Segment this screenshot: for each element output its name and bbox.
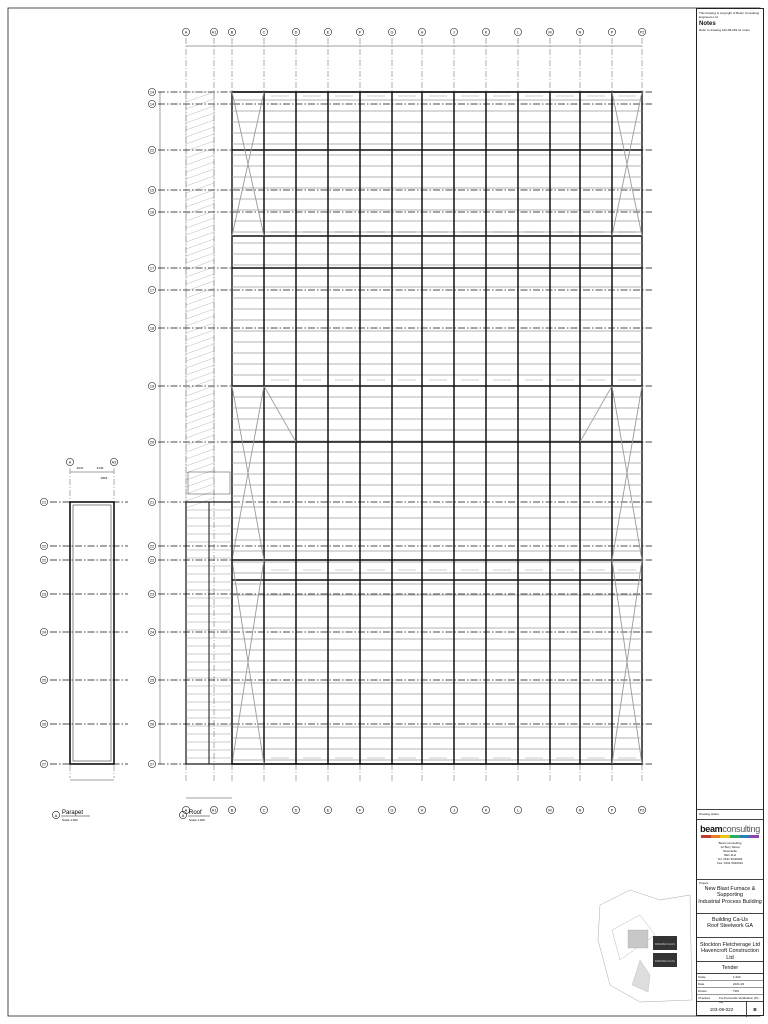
- grid-row-bubble: [148, 628, 155, 635]
- svg-text:P: P: [610, 808, 614, 813]
- grid-column-bubble: [546, 28, 553, 35]
- svg-text:A: A: [54, 813, 58, 818]
- svg-text:17: 17: [149, 288, 155, 293]
- svg-text:G: G: [390, 808, 394, 813]
- svg-text:N: N: [578, 808, 582, 813]
- key-plan: [598, 890, 692, 1002]
- parapet-outline: [70, 502, 114, 764]
- svg-text:25: 25: [41, 678, 47, 683]
- svg-text:D: D: [294, 30, 298, 35]
- grid-column-bubble: [418, 28, 425, 35]
- parapet-plan-title: [52, 810, 90, 822]
- roof-void: [186, 502, 232, 764]
- svg-text:22: 22: [149, 558, 155, 563]
- grid-row-bubble: [148, 760, 155, 767]
- sheet-border: [8, 8, 760, 1016]
- logo-color-bar: [701, 835, 759, 838]
- svg-text:A: A: [68, 460, 72, 465]
- grid-column-bubble: [514, 806, 521, 813]
- roof-plan-scale: Scale 1:200: [189, 818, 205, 822]
- grid-row-bubble: [148, 542, 155, 549]
- svg-text:J: J: [453, 30, 455, 35]
- grid-column-bubble: [260, 806, 267, 813]
- title-block-info-rows: Scale 1:200 Date 2021-09 Drawn TDS Checked For Percentile Verification (PL-03): [697, 973, 763, 1001]
- svg-text:M: M: [548, 808, 552, 813]
- grid-column-bubble: [324, 28, 331, 35]
- grid-column-bubble: [210, 28, 217, 35]
- grid-row-bubble: [148, 286, 155, 293]
- client-names: Stockton Fletcherage Ltd Havencroft Construction Ltd: [700, 942, 760, 961]
- grid-row-bubble: [148, 88, 155, 95]
- grid-column-bubble: [450, 806, 457, 813]
- drawing-status: Tender: [721, 965, 739, 971]
- svg-text:27: 27: [41, 762, 47, 767]
- parapet-dimension-text: 4047: [76, 466, 84, 470]
- grid-column-bubble: [356, 806, 363, 813]
- svg-text:P2: P2: [639, 30, 645, 35]
- grid-column-bubble: [292, 806, 299, 813]
- svg-text:14: 14: [149, 102, 155, 107]
- grid-column-bubble: [450, 28, 457, 35]
- title-block: [696, 8, 764, 1016]
- svg-text:23: 23: [149, 592, 155, 597]
- parapet-row-bubble: [40, 676, 47, 683]
- svg-text:18: 18: [149, 326, 155, 331]
- svg-text:L: L: [516, 808, 520, 813]
- grid-row-bubble: [148, 186, 155, 193]
- svg-text:L: L: [516, 30, 520, 35]
- roof-plan-title-text: Roof: [189, 810, 202, 816]
- svg-text:A: A: [184, 30, 188, 35]
- grid-row-bubble: [148, 324, 155, 331]
- svg-text:P: P: [610, 30, 614, 35]
- hatched-strip: [186, 92, 214, 508]
- svg-text:C: C: [262, 30, 266, 35]
- svg-text:A1: A1: [211, 808, 217, 813]
- grid-column-bubble: [388, 28, 395, 35]
- grid-column-bubble: [576, 28, 583, 35]
- grid-column-bubble: [356, 28, 363, 35]
- grid-row-bubble: [148, 208, 155, 215]
- svg-text:22: 22: [41, 544, 47, 549]
- grid-row-bubble: [148, 100, 155, 107]
- grid-row-bubble: [148, 264, 155, 271]
- svg-text:B: B: [230, 808, 234, 813]
- grid-column-bubble: [182, 28, 189, 35]
- svg-text:26: 26: [149, 722, 155, 727]
- parapet-column-bubble: [66, 458, 73, 465]
- revision: B: [753, 1007, 757, 1012]
- parapet-dimension-text: 3145: [96, 466, 104, 470]
- company-logo: beamconsulting: [700, 824, 760, 834]
- svg-text:19: 19: [149, 384, 155, 389]
- drawing-status-label: Drawing status: [699, 812, 719, 816]
- parapet-row-bubble: [40, 556, 47, 563]
- grid-column-bubble: [228, 806, 235, 813]
- grid-column-bubble: [546, 806, 553, 813]
- grid-column-bubble: [292, 28, 299, 35]
- grid-column-bubble: [210, 806, 217, 813]
- drawing-title: Building Ca-Us Roof Steelwork GA: [707, 917, 753, 930]
- grid-column-bubble: [324, 806, 331, 813]
- grid-row-bubble: [148, 556, 155, 563]
- grid-row-bubble: [148, 438, 155, 445]
- svg-text:B: B: [230, 30, 234, 35]
- svg-text:G: G: [390, 30, 394, 35]
- note-box: [188, 472, 230, 494]
- parapet-row-bubble: [40, 542, 47, 549]
- svg-text:14: 14: [149, 90, 155, 95]
- parapet-plan: [40, 458, 128, 780]
- svg-text:C: C: [262, 808, 266, 813]
- grid-row-bubble: [148, 590, 155, 597]
- grid-column-bubble: [482, 806, 489, 813]
- svg-text:22: 22: [41, 558, 47, 563]
- parapet-row-bubble: [40, 590, 47, 597]
- svg-text:17: 17: [149, 266, 155, 271]
- grid-column-bubble: [482, 28, 489, 35]
- svg-text:15: 15: [149, 188, 155, 193]
- grid-column-bubble: [608, 806, 615, 813]
- svg-text:BUILDING CA-US: BUILDING CA-US: [655, 943, 675, 946]
- grid-column-bubble: [638, 28, 645, 35]
- svg-text:F: F: [358, 808, 362, 813]
- svg-text:22: 22: [149, 544, 155, 549]
- svg-text:A1: A1: [211, 30, 217, 35]
- project-name: New Blast Furnace & Supporting Industrial Process Building: [698, 886, 762, 905]
- rafters: [264, 92, 612, 764]
- parapet-row-bubble: [40, 498, 47, 505]
- parapet-inner: [73, 505, 111, 761]
- grid-row-bubble: [148, 146, 155, 153]
- svg-text:22: 22: [149, 148, 155, 153]
- svg-text:26: 26: [41, 722, 47, 727]
- parapet-row-bubble: [40, 720, 47, 727]
- grid-row-bubble: [148, 382, 155, 389]
- svg-text:N: N: [578, 30, 582, 35]
- svg-text:24: 24: [149, 630, 155, 635]
- svg-text:A: A: [181, 813, 185, 818]
- grid-column-bubble: [228, 28, 235, 35]
- svg-text:BUILDING CA-US: BUILDING CA-US: [655, 960, 675, 963]
- svg-text:A2: A2: [111, 460, 117, 465]
- parapet-plan-title-text: Parapet: [62, 810, 84, 816]
- grid-column-bubble: [514, 28, 521, 35]
- grid-row-bubble: [148, 498, 155, 505]
- drawing-number: 103-09-022: [697, 1002, 747, 1017]
- grid-column-bubble: [388, 806, 395, 813]
- grid-column-bubble: [576, 806, 583, 813]
- svg-text:25: 25: [149, 678, 155, 683]
- notes-heading: Notes: [699, 21, 716, 27]
- roof-plan-title: [179, 810, 210, 822]
- svg-text:27: 27: [149, 762, 155, 767]
- grid-column-bubble: [638, 806, 645, 813]
- svg-text:16: 16: [149, 210, 155, 215]
- svg-text:F: F: [358, 30, 362, 35]
- parapet-row-bubble: [40, 628, 47, 635]
- svg-text:H: H: [420, 808, 424, 813]
- parapet-column-bubble: [110, 458, 117, 465]
- grid-row-bubble: [148, 676, 155, 683]
- grid-column-bubble: [418, 806, 425, 813]
- svg-text:24: 24: [41, 630, 47, 635]
- svg-text:E: E: [326, 30, 330, 35]
- svg-text:20: 20: [149, 440, 155, 445]
- svg-text:A: A: [184, 808, 188, 813]
- parapet-plan-scale: Scale 1:200: [62, 818, 78, 822]
- grid-column-bubble: [608, 28, 615, 35]
- svg-text:J: J: [453, 808, 455, 813]
- svg-text:M: M: [548, 30, 552, 35]
- parapet-dimension-text: 2864: [100, 476, 108, 480]
- copyright-note: This drawing is copyright of Beam Consulting Engineers Ltd.: [699, 11, 760, 19]
- project-label: Project: [699, 881, 709, 885]
- svg-text:K: K: [484, 808, 488, 813]
- roof-plan: [148, 28, 652, 813]
- parapet-row-bubble: [40, 760, 47, 767]
- svg-text:E: E: [326, 808, 330, 813]
- svg-text:D: D: [294, 808, 298, 813]
- grid-column-bubble: [260, 28, 267, 35]
- svg-text:21: 21: [149, 500, 155, 505]
- svg-text:23: 23: [41, 592, 47, 597]
- svg-text:H: H: [420, 30, 424, 35]
- svg-text:K: K: [484, 30, 488, 35]
- grid-row-bubble: [148, 720, 155, 727]
- svg-text:21: 21: [41, 500, 47, 505]
- notes-item: Refer to drawing 103-09-003 for notes.: [699, 28, 751, 32]
- svg-text:P2: P2: [639, 808, 645, 813]
- company-address: Beam Consulting 12 Bury Street Newcastle NE1 3HJ Tel: 0191 5040006 Fax: 0191 5040010: [717, 841, 743, 865]
